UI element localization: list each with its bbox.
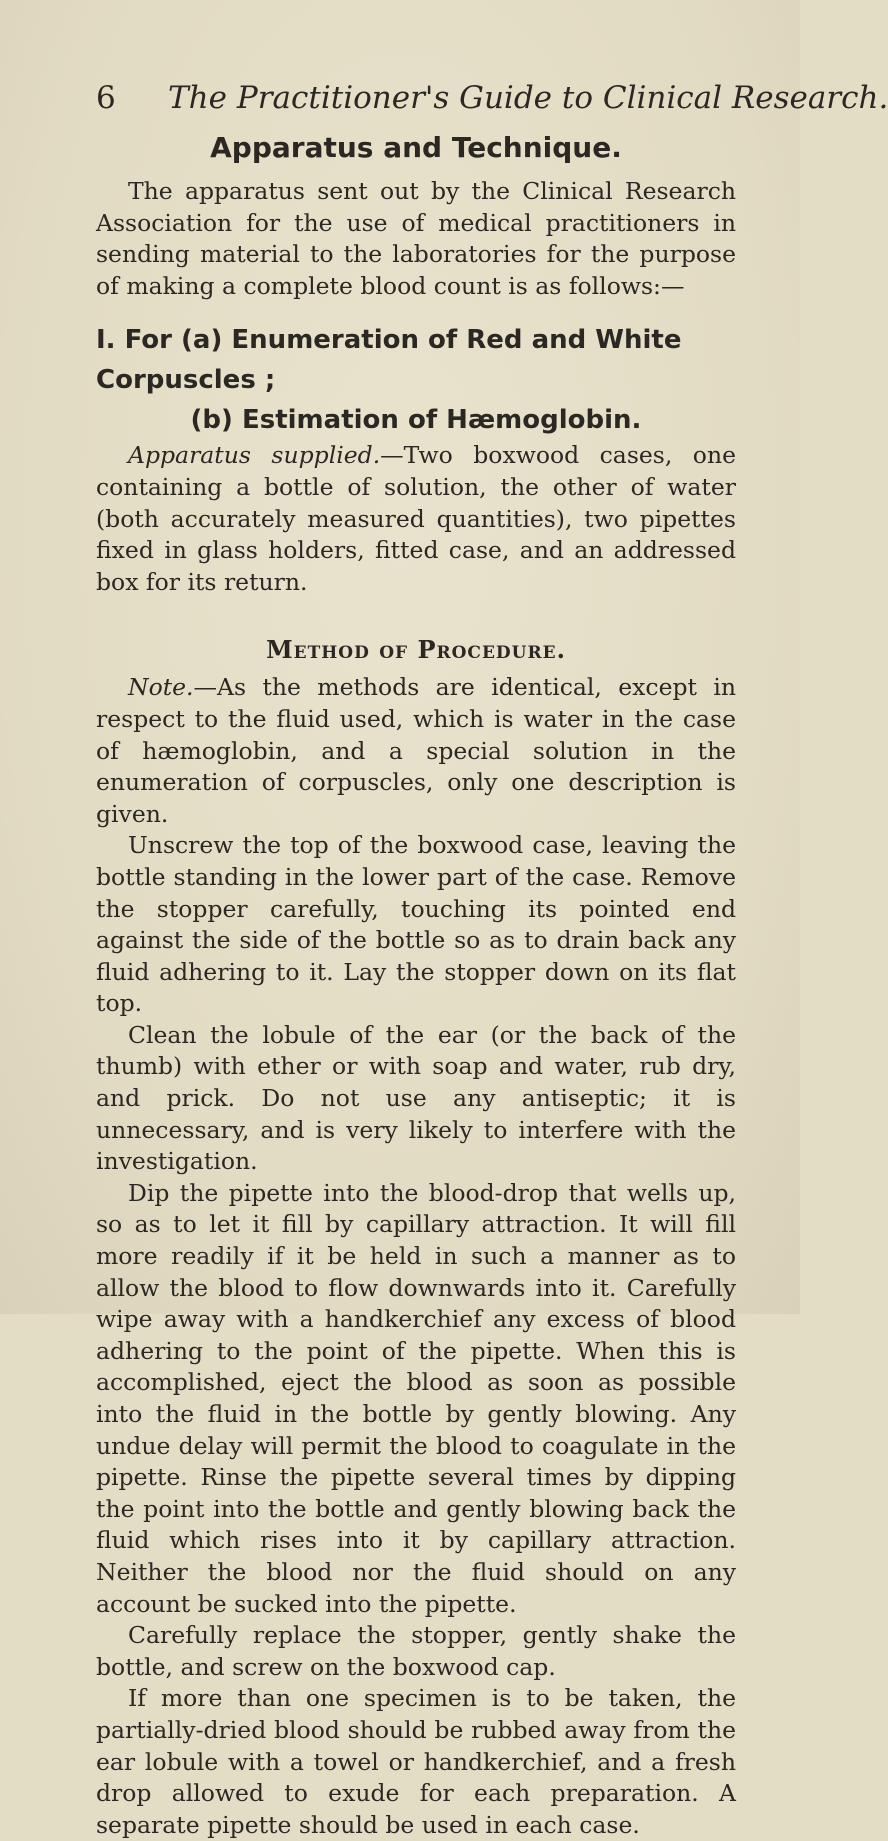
apparatus-text: —Two boxwood cases, one containing a bottle of solution, the other of water (both accurately measured quantities), two pipettes fixed in glass holders, fitted case, and an addressed box for its return. — [96, 441, 736, 596]
apparatus-heading-line1: I. For (a) Enumeration of Red and White Corpuscles ; — [96, 325, 682, 396]
section-title: Apparatus and Technique. — [210, 131, 622, 164]
page-body — [96, 126, 736, 1841]
apparatus-lead: Apparatus supplied. — [128, 441, 381, 470]
paragraph-multiple: If more than one specimen is to be taken, the partially-dried blood should be rubbed away from the ear lobule with a towel or handkerchief, and a fresh drop allowed to exude for each preparation. A separate pipette should be used in each case. — [96, 1684, 736, 1839]
note-lead: Note. — [128, 673, 194, 702]
note-paragraph — [96, 672, 736, 830]
running-head: The Practitioner's Guide to Clinical Research. — [168, 80, 888, 116]
paragraph-replace: Carefully replace the stopper, gently shake the bottle, and screw on the boxwood cap. — [96, 1621, 736, 1681]
apparatus-heading — [96, 320, 736, 440]
method-heading: Method of Procedure. — [266, 635, 566, 665]
note-text: —As the methods are identical, except in respect to the fluid used, which is water in the case of hæmoglobin, and a special solution in the enumeration of corpuscles, only one description is given. — [96, 673, 736, 828]
page-number: 6 — [96, 80, 116, 116]
paragraph-unscrew: Unscrew the top of the boxwood case, leaving the bottle standing in the lower part of the case. Remove the stopper carefully, touching its pointed end against the side of the bottle so as to drain back any fluid adhering to it. Lay the stopper down on its flat top. — [96, 831, 736, 1018]
paragraph-clean: Clean the lobule of the ear (or the back of the thumb) with ether or with soap and water, rub dry, and prick. Do not use any antiseptic; it is unnecessary, and is very likely to interfere with the investigation. — [96, 1020, 736, 1176]
paragraph-dip: Dip the pipette into the blood-drop that wells up, so as to let it fill by capillary attraction. It will fill more readily if it be held in such a manner as to allow the blood to flow downwards into it. Carefully wipe away with a handkerchief any excess of blood adhering to the point of the pipette. When this is accomplished, eject the blood as soon as possible into the fluid in the bottle by gently blowing. Any undue delay will permit the blood to coagulate in the pipette. Rinse the pipette several times by dipping the point into the bottle and gently blowing back the fluid which rises into it by capillary attraction. Neither the blood nor the fluid should on any account be sucked into the pipette. — [96, 1178, 736, 1618]
apparatus-heading-line2: (b) Estimation of Hæmoglobin. — [190, 405, 642, 436]
intro-paragraph: The apparatus sent out by the Clinical Research Association for the use of medical practitioners in sending material to the laboratories for the purpose of making a complete blood count is as follows:— — [96, 177, 736, 300]
apparatus-paragraph — [96, 440, 736, 598]
page-header — [96, 78, 888, 118]
